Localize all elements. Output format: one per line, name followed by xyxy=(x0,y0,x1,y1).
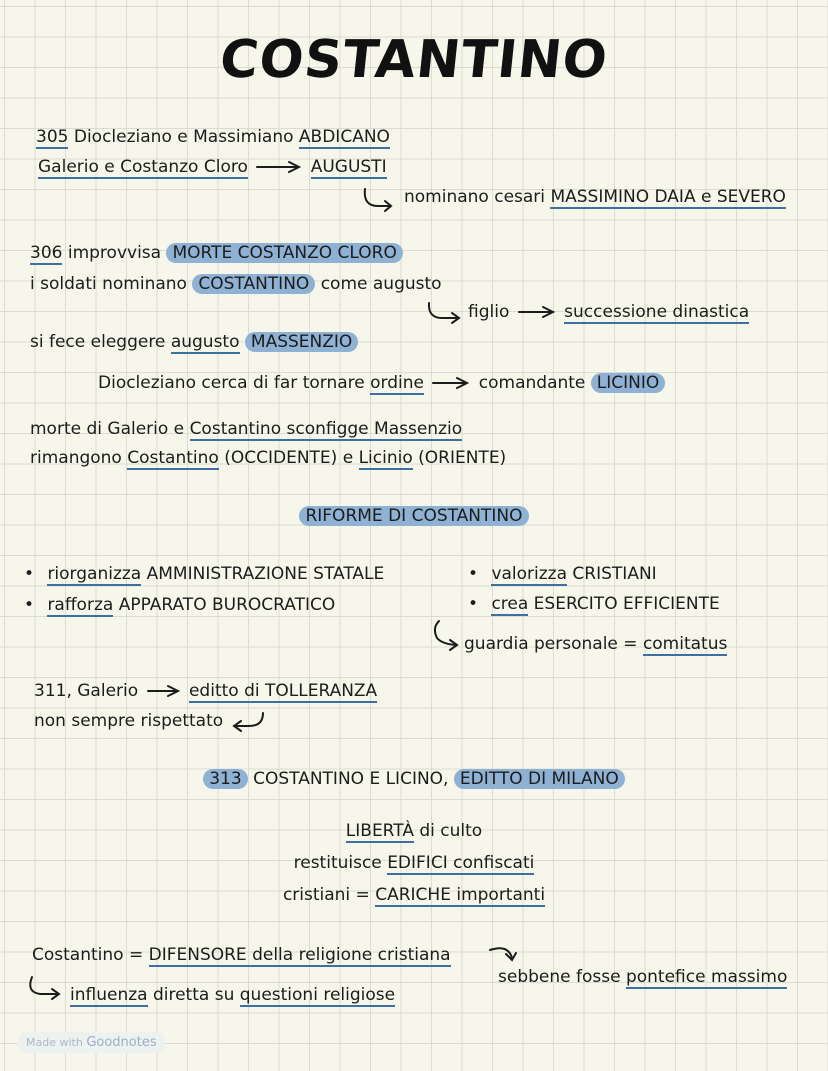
highlight: 313 xyxy=(203,769,247,789)
list-item xyxy=(468,593,720,615)
highlight: COSTANTINO xyxy=(192,274,315,294)
keyword: rafforza xyxy=(47,595,114,615)
section-heading-riforme xyxy=(0,505,828,527)
arrow-right-icon xyxy=(429,375,473,391)
keyword: ABDICANO xyxy=(298,127,390,147)
highlight: MORTE COSTANZO CLORO xyxy=(166,243,402,263)
text: Diocleziano e Massimiano xyxy=(68,127,299,147)
line-soldati xyxy=(30,273,442,295)
text: si fece eleggere xyxy=(30,332,171,352)
line-edifici xyxy=(0,852,828,874)
text: ESERCITO EFFICIENTE xyxy=(528,594,720,614)
keyword: MASSIMINO DAIA e SEVERO xyxy=(550,187,786,207)
line-pontefice xyxy=(498,966,787,988)
line-difensore xyxy=(32,944,451,966)
text: cristiani = xyxy=(282,885,376,905)
text: non sempre rispettato xyxy=(34,711,224,731)
keyword: comitatus xyxy=(642,634,728,654)
brand-text: Goodnotes xyxy=(86,1035,157,1050)
curved-arrow-icon xyxy=(229,710,269,732)
text: AMMINISTRAZIONE STATALE xyxy=(141,564,385,584)
keyword: valorizza xyxy=(491,564,568,584)
keyword: crea xyxy=(491,594,529,614)
line-311 xyxy=(34,680,377,702)
arrow-right-icon xyxy=(144,683,184,699)
text: 311, Galerio xyxy=(34,681,139,701)
keyword: LIBERTÀ xyxy=(345,821,414,841)
text: comandante xyxy=(478,373,591,393)
arrow-right-icon xyxy=(515,304,559,320)
heading-text: RIFORME DI COSTANTINO xyxy=(299,506,528,526)
line-diocleziano xyxy=(98,372,665,394)
text: nominano cesari xyxy=(404,187,551,207)
line-306 xyxy=(30,242,403,264)
line-rimangono xyxy=(30,447,506,469)
highlight: LICINIO xyxy=(591,373,665,393)
keyword: pontefice massimo xyxy=(625,967,788,987)
text: APPARATO BUROCRATICO xyxy=(113,595,336,615)
line-galerio-morte xyxy=(30,418,462,440)
text: come augusto xyxy=(315,274,442,294)
hook-arrow-icon xyxy=(424,300,464,326)
made-with-text: Made with xyxy=(26,1036,83,1049)
keyword: EDIFICI confiscati xyxy=(387,853,535,873)
keyword: riorganizza xyxy=(47,564,142,584)
text: (ORIENTE) xyxy=(412,448,507,468)
line-massenzio xyxy=(30,331,358,353)
line-guardia xyxy=(464,633,727,655)
text: morte di Galerio e xyxy=(30,419,190,439)
text: i soldati nominano xyxy=(30,274,193,294)
names: Galerio e Costanzo Cloro xyxy=(38,157,248,177)
text: CRISTIANI xyxy=(567,564,657,584)
list-item xyxy=(468,563,657,585)
line-cesari xyxy=(404,186,786,208)
text: figlio xyxy=(468,302,510,322)
page-title: COSTANTINO xyxy=(217,30,611,90)
list-item xyxy=(24,563,384,585)
highlight: MASSENZIO xyxy=(245,332,358,352)
year-306: 306 xyxy=(30,243,63,263)
curved-arrow-icon xyxy=(430,618,464,652)
text: diretta su xyxy=(147,985,240,1005)
curved-arrow-icon xyxy=(486,944,520,968)
keyword: ordine xyxy=(370,373,424,393)
text: di culto xyxy=(413,821,483,841)
text: guardia personale = xyxy=(464,634,643,654)
text: (OCCIDENTE) e xyxy=(218,448,359,468)
text: restituisce xyxy=(293,853,388,873)
text: rimangono xyxy=(30,448,128,468)
keyword: augusto xyxy=(170,332,240,352)
keyword: Costantino xyxy=(127,448,219,468)
text: improvvisa xyxy=(62,243,167,263)
keyword: questioni religiose xyxy=(239,985,396,1005)
hook-arrow-icon xyxy=(24,974,64,1002)
line-liberta xyxy=(0,820,828,842)
text: COSTANTINO E LICINO, xyxy=(247,769,454,789)
goodnotes-watermark xyxy=(18,1032,165,1053)
keyword: Costantino sconfigge Massenzio xyxy=(189,419,463,439)
line-305 xyxy=(36,126,390,148)
highlight: EDITTO DI MILANO xyxy=(454,769,625,789)
keyword: DIFENSORE della religione cristiana xyxy=(148,945,451,965)
line-313 xyxy=(0,768,828,790)
keyword: AUGUSTI xyxy=(310,157,387,177)
hook-arrow-icon xyxy=(360,186,396,214)
text: Diocleziano cerca di far tornare xyxy=(98,373,371,393)
list-item xyxy=(24,594,335,616)
text: sebbene fosse xyxy=(498,967,626,987)
keyword: editto di TOLLERANZA xyxy=(188,681,378,701)
line-figlio xyxy=(468,301,749,323)
text: Costantino = xyxy=(32,945,149,965)
keyword: CARICHE importanti xyxy=(375,885,546,905)
arrow-right-icon xyxy=(253,159,305,175)
keyword: successione dinastica xyxy=(564,302,750,322)
keyword: influenza xyxy=(70,985,148,1005)
line-augusti xyxy=(38,156,387,178)
line-cariche xyxy=(0,884,828,906)
keyword: Licinio xyxy=(358,448,413,468)
year-305: 305 xyxy=(36,127,69,147)
line-influenza xyxy=(70,984,395,1006)
line-rispettato xyxy=(34,710,269,732)
